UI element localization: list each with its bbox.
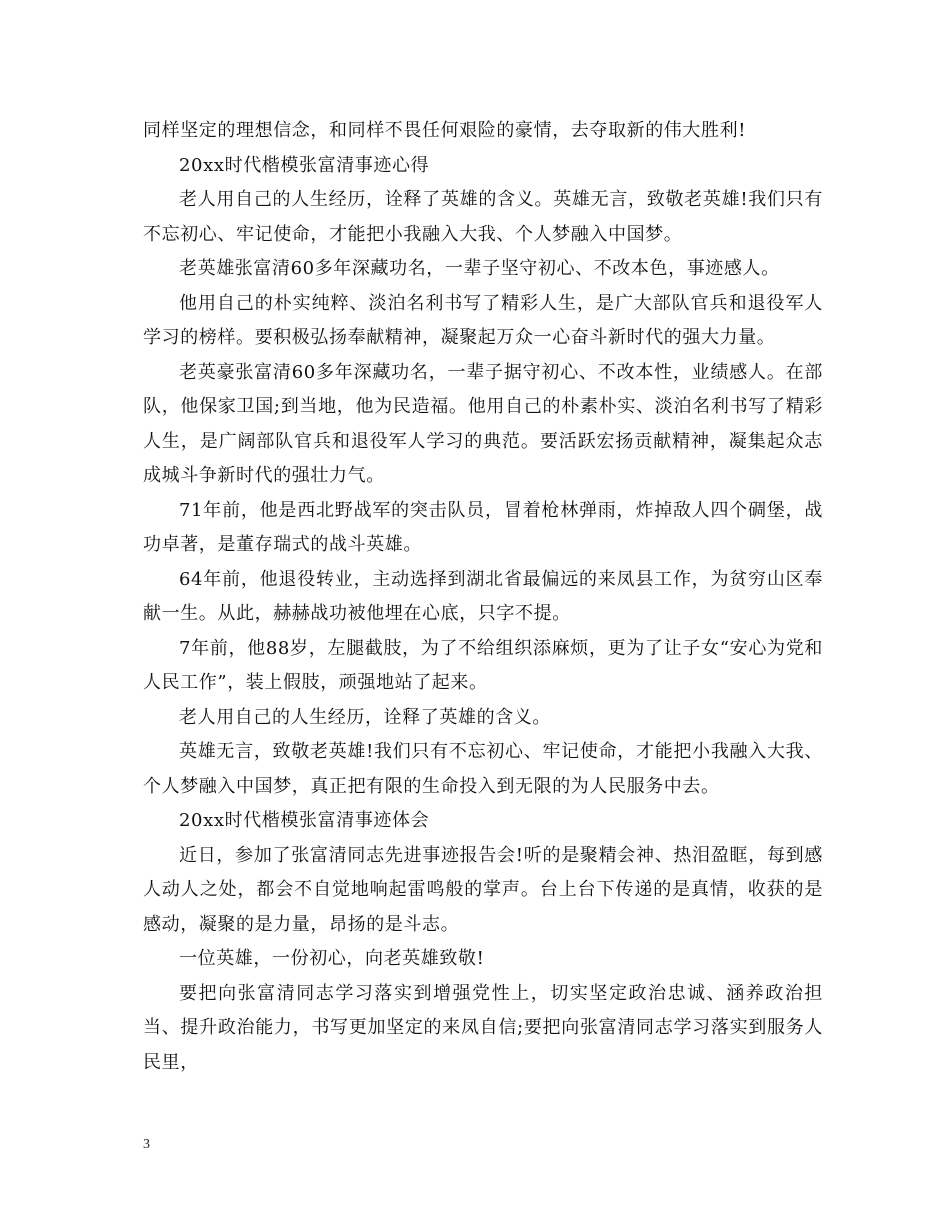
section-heading-xinde: 20xx时代楷模张富清事迹心得 xyxy=(179,154,430,176)
paragraph: 一位英雄，一份初心，向老英雄致敬! xyxy=(179,948,485,969)
paragraph: 老人用自己的人生经历，诠释了英雄的含义。 xyxy=(179,706,551,728)
page-number: 3 xyxy=(143,1137,150,1152)
paragraph: 64年前，他退役转业，主动选择到湖北省最偏远的来凤县工作，为贫穷山区奉献一生。从此，赫赫战功被他埋在心底，只字不提。 xyxy=(143,568,823,624)
paragraph: 要把向张富清同志学习落实到增强党性上，切实坚定政治忠诚、涵养政治担当、提升政治能力，书写更加坚定的来凤自信;要把向张富清同志学习落实到服务人民里， xyxy=(143,982,823,1073)
paragraph: 71年前，他是西北野战军的突击队员，冒着枪林弹雨，炸掉敌人四个碉堡，战功卓著，是董存瑞式的战斗英雄。 xyxy=(143,499,823,555)
paragraph: 老英雄张富清60多年深藏功名，一辈子坚守初心、不改本色，事迹感人。 xyxy=(179,258,780,279)
document-body xyxy=(143,114,823,1080)
paragraph: 他用自己的朴实纯粹、淡泊名利书写了精彩人生，是广大部队官兵和退役军人学习的榜样。要积极弘扬奉献精神，凝聚起万众一心奋斗新时代的强大力量。 xyxy=(143,292,823,348)
paragraph: 英雄无言，致敬老英雄!我们只有不忘初心、牢记使命，才能把小我融入大我、个人梦融入中国梦，真正把有限的生命投入到无限的为人民服务中去。 xyxy=(143,741,823,797)
paragraph: 7年前，他88岁，左腿截肢，为了不给组织添麻烦，更为了让子女“安心为党和人民工作”，装上假肢，顽强地站了起来。 xyxy=(143,637,823,693)
section-heading-tihui: 20xx时代楷模张富清事迹体会 xyxy=(179,810,430,831)
paragraph-continuation: 同样坚定的理想信念，和同样不畏任何艰险的豪情，去夺取新的伟大胜利! xyxy=(143,120,747,141)
paragraph: 近日，参加了张富清同志先进事迹报告会!听的是聚精会神、热泪盈眶，每到感人动人之处，都会不自觉地响起雷鸣般的掌声。台上台下传递的是真情，收获的是感动，凝聚的是力量，昂扬的是斗志。 xyxy=(143,844,823,935)
paragraph: 老英豪张富清60多年深藏功名，一辈子据守初心、不改本性，业绩感人。在部队，他保家卫国;到当地，他为民造福。他用自己的朴素朴实、淡泊名利书写了精彩人生，是广阔部队官兵和退役军人学习的典范。要活跃宏扬贡献精神，凝集起众志成城斗争新时代的强壮力气。 xyxy=(143,361,823,486)
paragraph: 老人用自己的人生经历，诠释了英雄的含义。英雄无言，致敬老英雄!我们只有不忘初心、牢记使命，才能把小我融入大我、个人梦融入中国梦。 xyxy=(143,189,823,245)
